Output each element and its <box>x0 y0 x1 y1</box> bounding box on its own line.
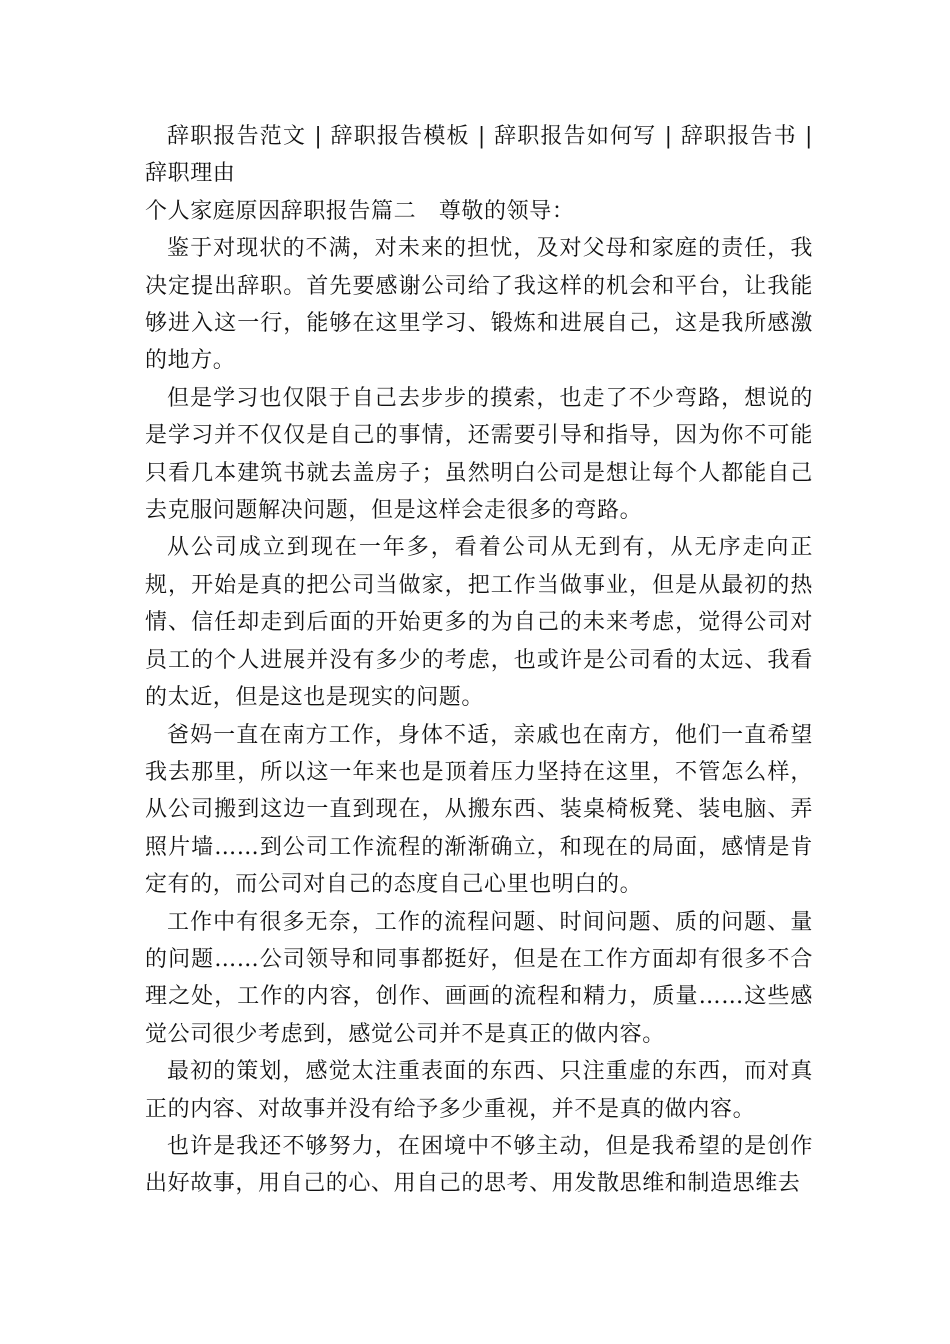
link-resignation-templates[interactable]: 辞职报告模板 <box>330 124 470 149</box>
link-separator: | <box>796 124 813 149</box>
link-resignation-letter[interactable]: 辞职报告书 <box>680 124 797 149</box>
link-how-to-write-resignation[interactable]: 辞职报告如何写 <box>494 124 657 149</box>
paragraph-2: 但是学习也仅限于自己去步步的摸索，也走了不少弯路，想说的是学习并不仅仅是自己的事情，还需要引导和指导，因为你不可能只看几本建筑书就去盖房子；虽然明白公司是想让每个人都能自己去克服问题解决问题，但是这样会走很多的弯路。 <box>145 385 813 524</box>
paragraph-3: 从公司成立到现在一年多，看着公司从无到有，从无序走向正规，开始是真的把公司当做家，把工作当做事业，但是从最初的热情、信任却走到后面的开始更多的为自己的未来考虑，觉得公司对员工的个人进展并没有多少的考虑，也或许是公司看的太远、我看的太近，但是这也是现实的问题。 <box>145 535 813 711</box>
paragraph-6: 最初的策划，感觉太注重表面的东西、只注重虚的东西，而对真正的内容、对故事并没有给予多少重视，并不是真的做内容。 <box>145 1059 813 1122</box>
paragraph-5: 工作中有很多无奈，工作的流程问题、时间问题、质的问题、量的问题……公司领导和同事都挺好，但是在工作方面却有很多不合理之处，工作的内容，创作、画画的流程和精力，质量……这些感觉公司很少考虑到，感觉公司并不是真正的做内容。 <box>145 909 813 1047</box>
section-title: 个人家庭原因辞职报告篇二 <box>145 198 417 224</box>
salutation: 尊敬的领导： <box>438 198 575 224</box>
paragraph-7: 也许是我还不够努力，在困境中不够主动，但是我希望的是创作出好故事，用自己的心、用自己的思考、用发散思维和制造思维去 <box>145 1133 813 1197</box>
related-links-bar <box>145 118 813 193</box>
link-separator: | <box>469 124 495 149</box>
link-separator: | <box>306 124 331 149</box>
section-heading <box>145 193 813 230</box>
link-separator: | <box>656 124 681 149</box>
link-resignation-reasons[interactable]: 辞职理由 <box>145 161 236 187</box>
link-resignation-samples[interactable]: 辞职报告范文 <box>167 124 307 149</box>
paragraph-4: 爸妈一直在南方工作，身体不适，亲戚也在南方，他们一直希望我去那里，所以这一年来也是顶着压力坚持在这里，不管怎么样，从公司搬到这边一直到现在，从搬东西、装桌椅板凳、装电脑、弄照片墙……到公司工作流程的渐渐确立，和现在的局面，感情是肯定有的，而公司对自己的态度自己心里也明白的。 <box>145 722 813 898</box>
paragraph-1: 鉴于对现状的不满，对未来的担忧，及对父母和家庭的责任，我决定提出辞职。首先要感谢公司给了我这样的机会和平台，让我能够进入这一行，能够在这里学习、锻炼和进展自己，这是我所感激的地方。 <box>145 236 813 374</box>
document-body <box>145 118 813 1203</box>
